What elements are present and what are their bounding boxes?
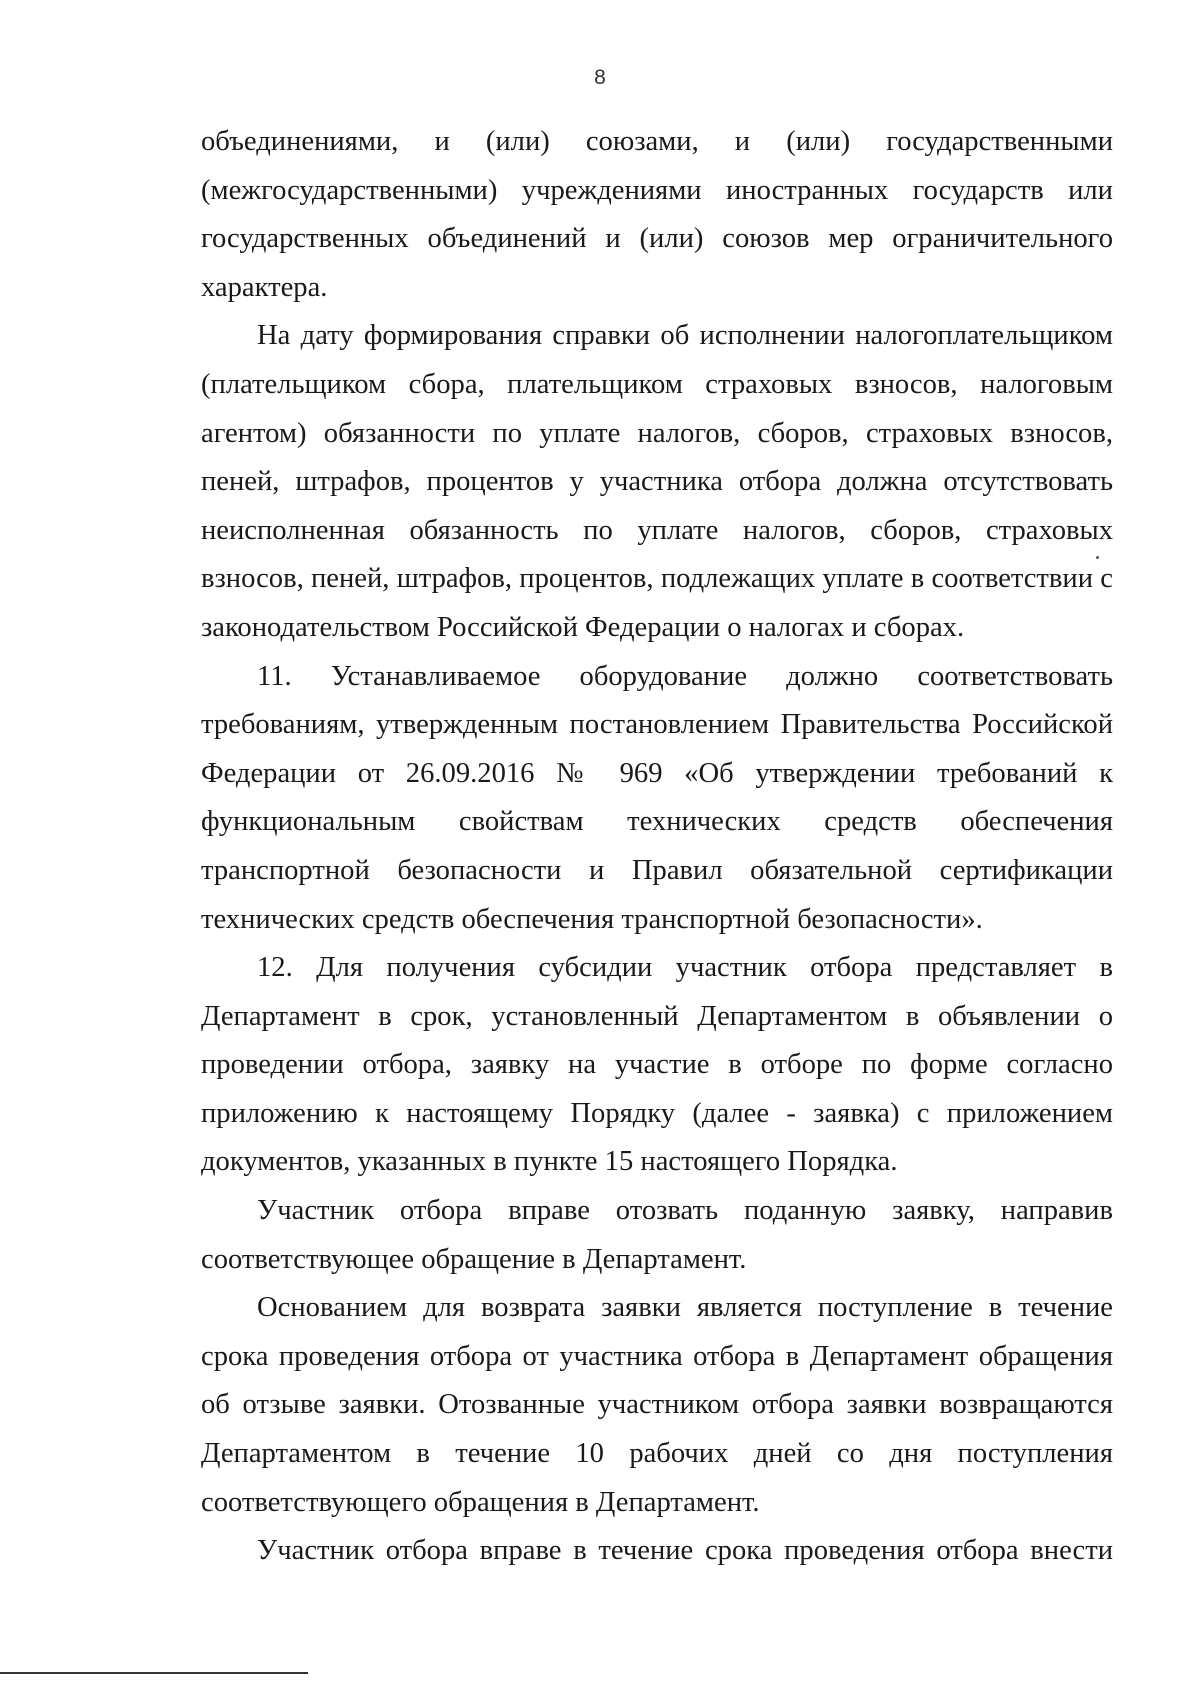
paragraph-item-11: 11. Устанавливаемое оборудование должно соответствовать требованиям, утвержденным постановлением Правительства Российской Федерации от 26.09.2016 № 969 «Об утверждении требований к функциональным свойствам технических средств обеспечения транспортной безопасности и Правил обязательной сертификации технических средств обеспечения транспортной безопасности». <box>201 660 1113 935</box>
paragraph-continuation: объединениями, и (или) союзами, и (или) государственными (межгосударственными) учреждениями иностранных государств или государственных объединений и (или) союзов мер ограничительного характера. <box>201 126 1113 303</box>
paragraph-amend-right: Участник отбора вправе в течение срока проведения отбора внести <box>257 1535 1113 1567</box>
document-body <box>201 118 1113 1576</box>
page-number: 8 <box>594 66 606 89</box>
paragraph-return-basis: Основанием для возврата заявки является поступление в течение срока проведения отбора от участника отбора в Департамент обращения об отзыве заявки. Отозванные участником отбора заявки возвращаются Департаментом в течение 10 рабочих дней со дня поступления соответствующего обращения в Департамент. <box>201 1292 1113 1518</box>
paragraph-tax-certificate: На дату формирования справки об исполнении налогоплательщиком (плательщиком сбора, плательщиком страховых взносов, налоговым агентом) обязанности по уплате налогов, сборов, страховых взносов, пеней, штрафов, процентов у участника отбора должна отсутствовать неисполненная обязанность по уплате налогов, сборов, страховых взносов, пеней, штрафов, процентов, подлежащих уплате в соответствии с законодательством Российской Федерации о налогах и сборах. <box>201 320 1113 643</box>
paragraph-item-12: 12. Для получения субсидии участник отбора представляет в Департамент в срок, установленный Департаментом в объявлении о проведении отбора, заявку на участие в отборе по форме согласно приложению к настоящему Порядку (далее - заявка) с приложением документов, указанных в пункте 15 настоящего Порядка. <box>201 952 1113 1178</box>
bottom-rule <box>0 1672 308 1674</box>
scan-speck <box>1096 556 1099 559</box>
paragraph-withdraw-right: Участник отбора вправе отозвать поданную заявку, направив соответствующее обращение в Департамент. <box>201 1195 1113 1275</box>
